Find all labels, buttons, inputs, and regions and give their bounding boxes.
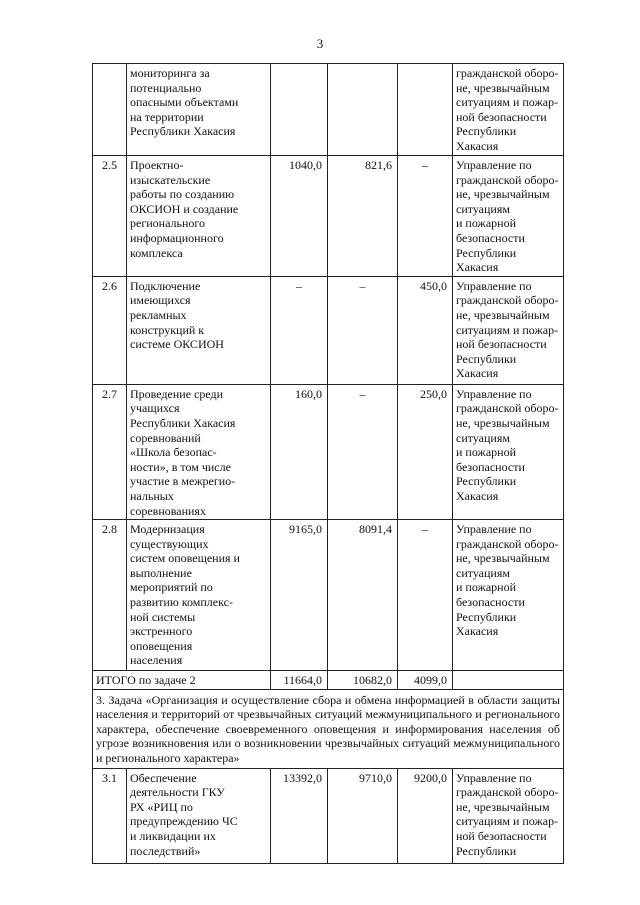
total-label: ИТОГО по задаче 2 [93,671,271,690]
measure-name-cell: Модернизация существующих систем оповещения и выполнение мероприятий по развитию комплекс- ной системы экстренного оповещения населения [127,520,271,671]
table-row [93,384,564,519]
task-3-heading: 3. Задача «Организация и осуществление сбора и обмена информацией в области защиты населения и территорий от чрезвычайных ситуаций межмуниципального и регионального характера, обеспечение своевременного оповещения и информирования населения об угрозе возникновения или о возникновении чрезвычайных ситуаций межмуниципального и регионального характера» [93,689,564,768]
value-cell: 9710,0 [328,768,398,863]
table-row [93,276,564,384]
total-value: 11664,0 [271,671,328,690]
value-cell: 450,0 [398,276,453,384]
row-number-cell [93,64,127,156]
row-number-cell: 3.1 [93,768,127,863]
total-value: 10682,0 [328,671,398,690]
row-number-cell: 2.5 [93,156,127,277]
value-cell: – [328,276,398,384]
value-cell: 1040,0 [271,156,328,277]
responsible-cell: Управление по гражданской оборо- не, чрезвычайным ситуациям и пожарной безопасности Республики Хакасия [453,520,564,671]
total-value: 4099,0 [398,671,453,690]
value-cell [271,64,328,156]
measure-name-cell: мониторинга за потенциально опасными объектами на территории Республики Хакасия [127,64,271,156]
row-number-cell: 2.6 [93,276,127,384]
measure-name-cell: Обеспечение деятельности ГКУ РХ «РИЦ по предупреждению ЧС и ликвидации их последствий» [127,768,271,863]
value-cell: 160,0 [271,384,328,519]
total-row [93,671,564,690]
row-number-cell: 2.8 [93,520,127,671]
table-row [93,520,564,671]
responsible-cell [453,671,564,690]
responsible-cell: гражданской оборо- не, чрезвычайным ситуациям и пожар- ной безопасности Республики Хакасия [453,64,564,156]
value-cell: 8091,4 [328,520,398,671]
responsible-cell: Управление по гражданской оборо- не, чрезвычайным ситуациям и пожарной безопасности Республики Хакасия [453,156,564,277]
responsible-cell: Управление по гражданской оборо- не, чрезвычайным ситуациям и пожар- ной безопасности Республики Хакасия [453,276,564,384]
value-cell: – [328,384,398,519]
value-cell: 821,6 [328,156,398,277]
task-heading-row [93,689,564,768]
measure-name-cell: Подключение имеющихся рекламных конструкций к системе ОКСИОН [127,276,271,384]
value-cell: 9200,0 [398,768,453,863]
responsible-cell: Управление по гражданской оборо- не, чрезвычайным ситуациям и пожар- ной безопасности Республики [453,768,564,863]
value-cell: – [271,276,328,384]
row-number-cell: 2.7 [93,384,127,519]
page-number: 3 [316,36,324,51]
measure-name-cell: Проектно- изыскательские работы по созданию ОКСИОН и создание регионального информационного комплекса [127,156,271,277]
value-cell [328,64,398,156]
responsible-cell: Управление по гражданской оборо- не, чрезвычайным ситуациям и пожарной безопасности Республики Хакасия [453,384,564,519]
value-cell: – [398,156,453,277]
value-cell [398,64,453,156]
value-cell: 13392,0 [271,768,328,863]
table-row [93,768,564,863]
table-row [93,156,564,277]
value-cell: – [398,520,453,671]
table-row [93,64,564,156]
program-table [92,63,564,864]
value-cell: 9165,0 [271,520,328,671]
measure-name-cell: Проведение среди учащихся Республики Хакасия соревнований «Школа безопас- ности», в том числе участие в межрегио- нальных соревнованиях [127,384,271,519]
value-cell: 250,0 [398,384,453,519]
